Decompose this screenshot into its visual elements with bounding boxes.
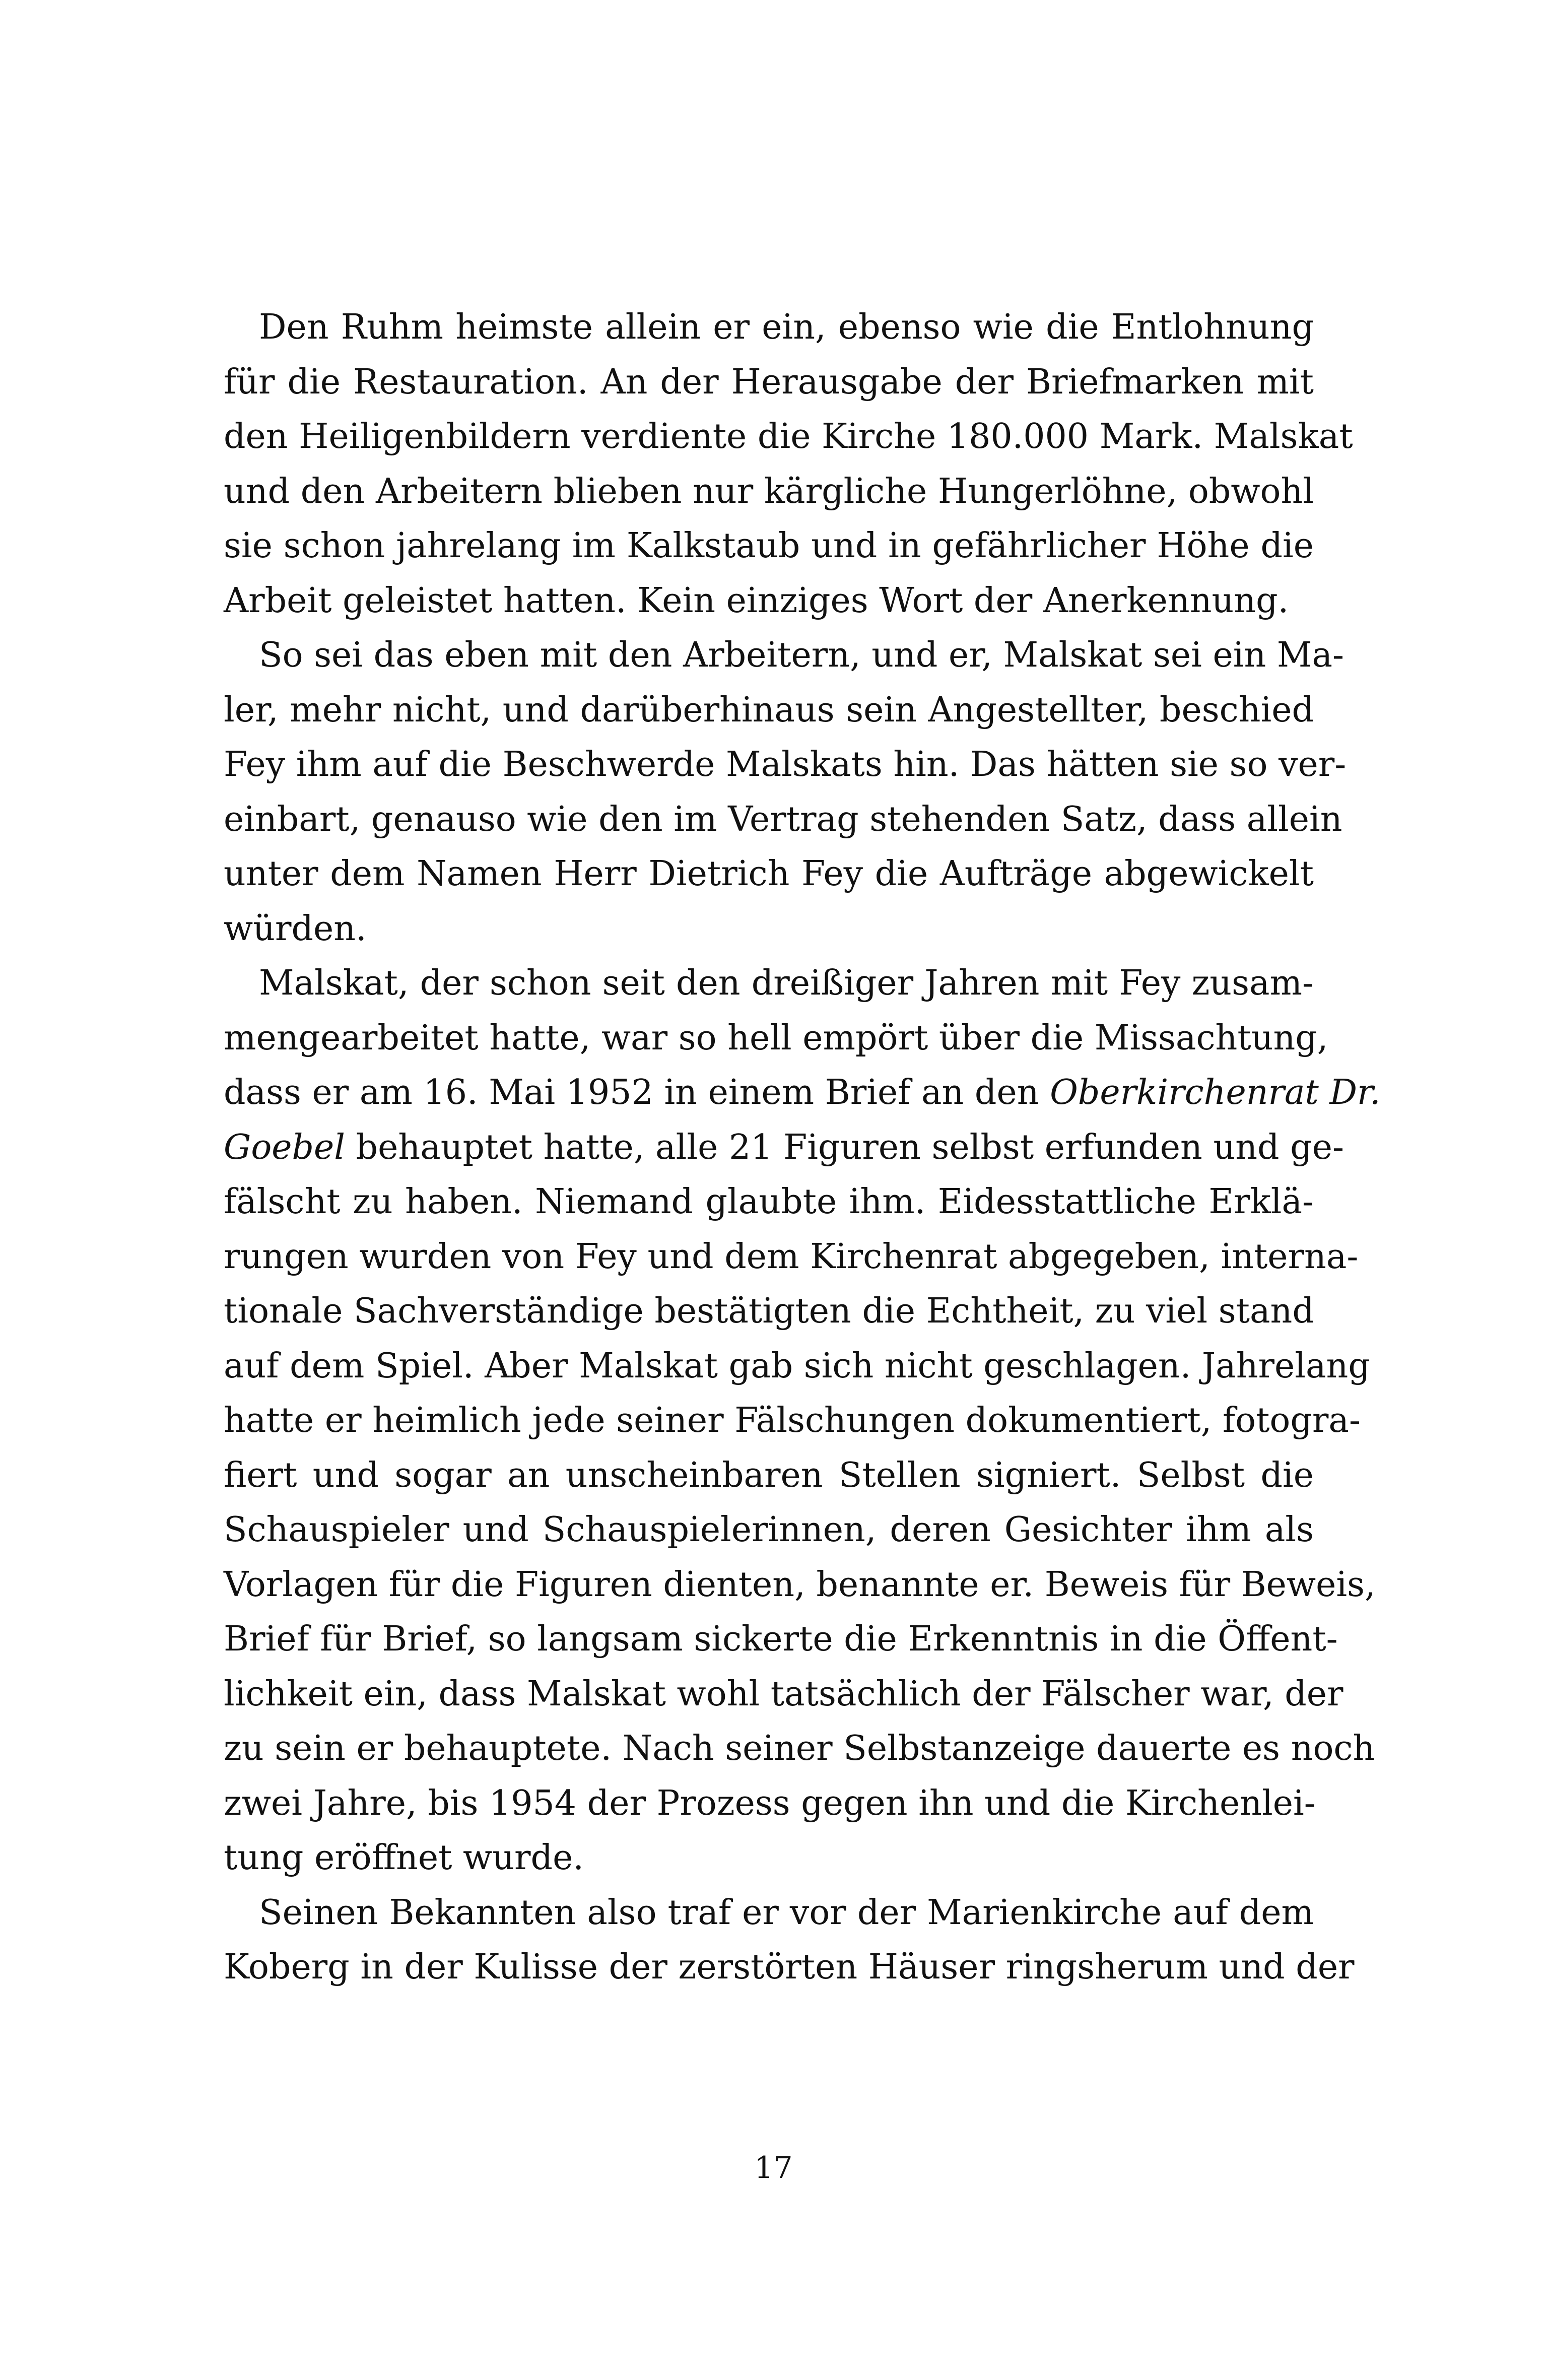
text-line: Den Ruhm heimste allein er ein, ebenso wie die Entlohnung — [259, 307, 1314, 347]
text-line: tionale Sachverständige bestätigten die Echtheit, zu viel stand — [224, 1291, 1314, 1331]
text-line: ler, mehr nicht, und darüberhinaus sein Angestellter, beschied — [224, 690, 1314, 730]
text-line: hatte er heimlich jede seiner Fälschungen dokumentiert, fotogra- — [224, 1401, 1361, 1440]
text-line: lichkeit ein, dass Malskat wohl tatsächlich der Fälscher war, der — [224, 1674, 1343, 1714]
text-line: auf dem Spiel. Aber Malskat gab sich nicht geschlagen. Jahrelang — [224, 1346, 1370, 1386]
text-line: sie schon jahrelang im Kalkstaub und in gefährlicher Höhe die — [224, 526, 1314, 566]
text-line: Arbeit geleistet hatten. Kein einziges Wort der Anerkennung. — [224, 580, 1289, 621]
text-segment: behauptet hatte, alle 21 Figuren selbst erfunden und ge- — [356, 1127, 1344, 1167]
text-line: zu sein er behauptete. Nach seiner Selbstanzeige dauerte es noch — [224, 1729, 1375, 1768]
italic-text: Goebel — [224, 1127, 346, 1167]
text-line: den Heiligenbildern verdiente die Kirche 180.000 Mark. Malskat — [224, 417, 1353, 456]
text-line: Schauspieler und Schauspielerinnen, deren Gesichter ihm als — [224, 1510, 1314, 1550]
text-segment: dass er am 16. Mai 1952 in einem Brief an den — [224, 1073, 1050, 1112]
body-text — [224, 300, 1381, 1995]
text-line: Malskat, der schon seit den dreißiger Jahren mit Fey zusam- — [259, 963, 1314, 1003]
text-line: Brief für Brief, so langsam sickerte die Erkenntnis in die Öffent- — [224, 1619, 1338, 1659]
text-line: So sei das eben mit den Arbeitern, und er, Malskat sei ein Ma- — [259, 635, 1344, 675]
text-line: fälscht zu haben. Niemand glaubte ihm. Eidesstattliche Erklä- — [224, 1182, 1314, 1222]
text-line: mengearbeitet hatte, war so hell empört über die Missachtung, — [224, 1018, 1328, 1058]
text-line: zwei Jahre, bis 1954 der Prozess gegen ihn und die Kirchenlei- — [224, 1783, 1316, 1823]
text-line: unter dem Namen Herr Dietrich Fey die Aufträge abgewickelt — [224, 854, 1314, 894]
italic-text: Oberkirchenrat Dr. — [1050, 1073, 1381, 1112]
text-line: Fey ihm auf die Beschwerde Malskats hin. Das hätten sie so ver- — [224, 745, 1347, 784]
text-line: Koberg in der Kulisse der zerstörten Häuser ringsherum und der — [224, 1947, 1355, 1987]
text-line: für die Restauration. An der Herausgabe der Briefmarken mit — [224, 362, 1314, 402]
text-line: rungen wurden von Fey und dem Kirchenrat abgegeben, interna- — [224, 1236, 1359, 1277]
text-line: Seinen Bekannten also traf er vor der Marienkirche auf dem — [259, 1892, 1314, 1933]
text-line: Vorlagen für die Figuren dienten, benannte er. Beweis für Beweis, — [224, 1564, 1376, 1605]
text-line: und den Arbeitern blieben nur kärgliche Hungerlöhne, obwohl — [224, 471, 1314, 511]
text-line — [224, 1066, 1381, 1120]
text-line: würden. — [224, 908, 367, 949]
text-line: fiert und sogar an unscheinbaren Stellen signiert. Selbst die — [224, 1455, 1314, 1495]
text-line — [224, 1120, 1344, 1175]
text-line: tung eröffnet wurde. — [224, 1838, 584, 1878]
page-number: 17 — [754, 2150, 793, 2186]
text-line: einbart, genauso wie den im Vertrag stehenden Satz, dass allein — [224, 799, 1342, 839]
